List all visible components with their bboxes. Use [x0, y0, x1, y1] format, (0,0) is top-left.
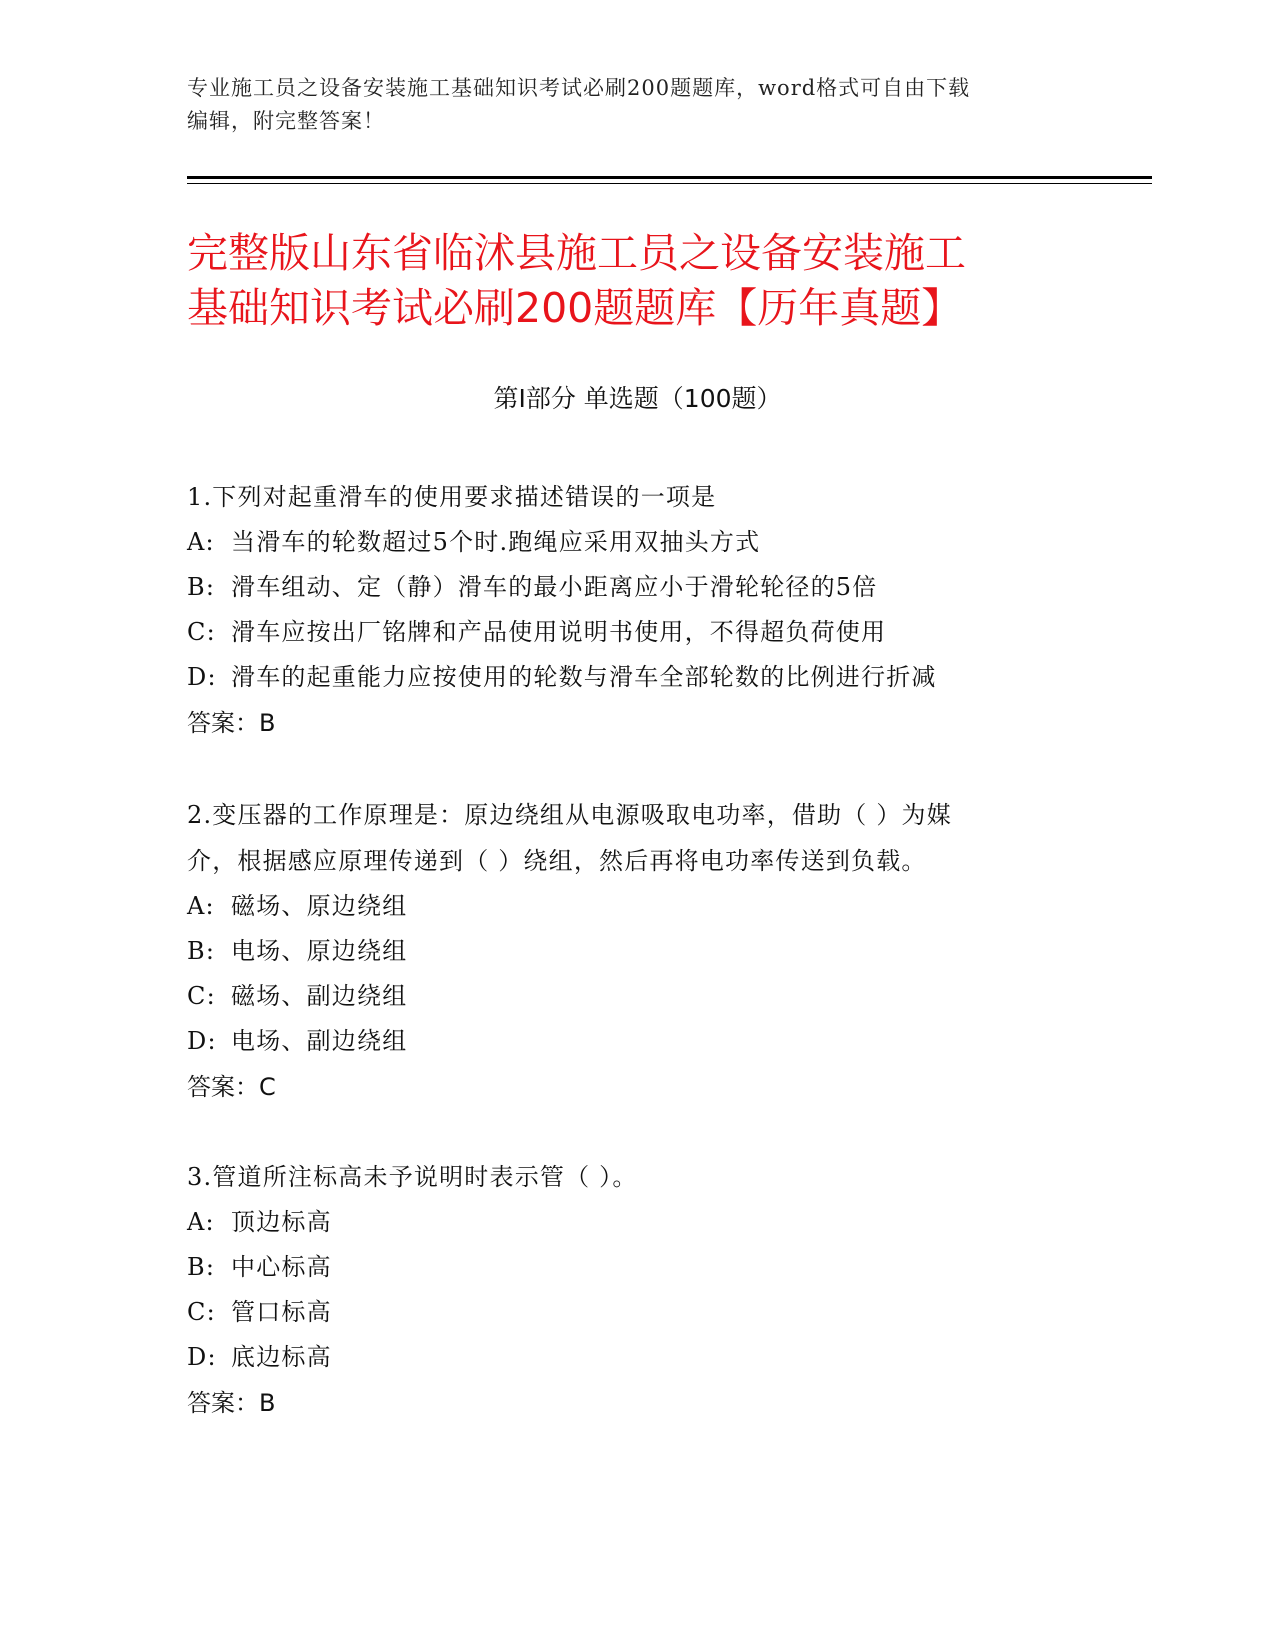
option-letter: C:: [187, 1298, 216, 1326]
option-text: 顶边标高: [231, 1208, 332, 1236]
document-title: [187, 226, 1107, 336]
question-stem: 3.管道所注标高未予说明时表示管（ ）。: [187, 1163, 638, 1191]
header-note-line-2: 编辑，附完整答案！: [187, 109, 385, 133]
header-divider-thin: [187, 183, 1152, 184]
option-letter: B:: [187, 937, 216, 965]
question-stem-line-1: 2.变压器的工作原理是：原边绕组从电源吸取电功率，借助（ ）为媒: [187, 801, 952, 829]
option-letter: A:: [187, 528, 215, 556]
option-text: 当滑车的轮数超过5个时.跑绳应采用双抽头方式: [231, 528, 761, 556]
question-1: [187, 474, 1087, 746]
question-2: [187, 792, 1087, 1110]
option-letter: A:: [187, 892, 215, 920]
answer-label: 答案：B: [187, 1389, 276, 1417]
option-text: 滑车组动、定（静）滑车的最小距离应小于滑轮轮径的5倍: [231, 573, 878, 601]
option-letter: B:: [187, 1253, 216, 1281]
option-a: [187, 1200, 1087, 1245]
option-text: 管口标高: [231, 1298, 332, 1326]
document-title-line-1: 完整版山东省临沭县施工员之设备安装施工: [187, 229, 966, 277]
answer-label: 答案：B: [187, 709, 276, 737]
option-text: 底边标高: [231, 1343, 332, 1371]
option-text: 电场、副边绕组: [231, 1027, 408, 1055]
document-title-line-2: 基础知识考试必刷200题题库【历年真题】: [187, 284, 963, 332]
option-b: [187, 929, 1087, 974]
option-d: [187, 1335, 1087, 1380]
answer-label: 答案：C: [187, 1073, 276, 1101]
option-letter: D:: [187, 1343, 217, 1371]
option-letter: B:: [187, 573, 216, 601]
option-letter: C:: [187, 982, 216, 1010]
question-stem: 1.下列对起重滑车的使用要求描述错误的一项是: [187, 483, 717, 511]
option-letter: D:: [187, 1027, 217, 1055]
question-3: [187, 1154, 1087, 1426]
option-text: 磁场、原边绕组: [231, 892, 408, 920]
option-d: [187, 1019, 1087, 1064]
header-note-line-1: 专业施工员之设备安装施工基础知识考试必刷200题题库，word格式可自由下载: [187, 76, 971, 100]
option-a: [187, 884, 1087, 929]
option-letter: D:: [187, 663, 217, 691]
option-a: [187, 520, 1087, 565]
option-c: [187, 1290, 1087, 1335]
option-c: [187, 610, 1087, 655]
option-text: 中心标高: [231, 1253, 332, 1281]
option-letter: C:: [187, 618, 216, 646]
option-text: 磁场、副边绕组: [231, 982, 408, 1010]
option-b: [187, 1245, 1087, 1290]
option-c: [187, 974, 1087, 1019]
header-divider-thick: [187, 176, 1152, 179]
option-text: 滑车的起重能力应按使用的轮数与滑车全部轮数的比例进行折减: [231, 663, 937, 691]
option-text: 滑车应按出厂铭牌和产品使用说明书使用，不得超负荷使用: [231, 618, 887, 646]
section-title: 第Ⅰ部分 单选题（100题）: [493, 384, 782, 413]
option-text: 电场、原边绕组: [231, 937, 408, 965]
option-d: [187, 655, 1087, 700]
header-note: [187, 72, 1087, 138]
question-stem-line-2: 介，根据感应原理传递到（ ）绕组，然后再将电功率传送到负载。: [187, 847, 927, 875]
option-b: [187, 565, 1087, 610]
option-letter: A:: [187, 1208, 215, 1236]
